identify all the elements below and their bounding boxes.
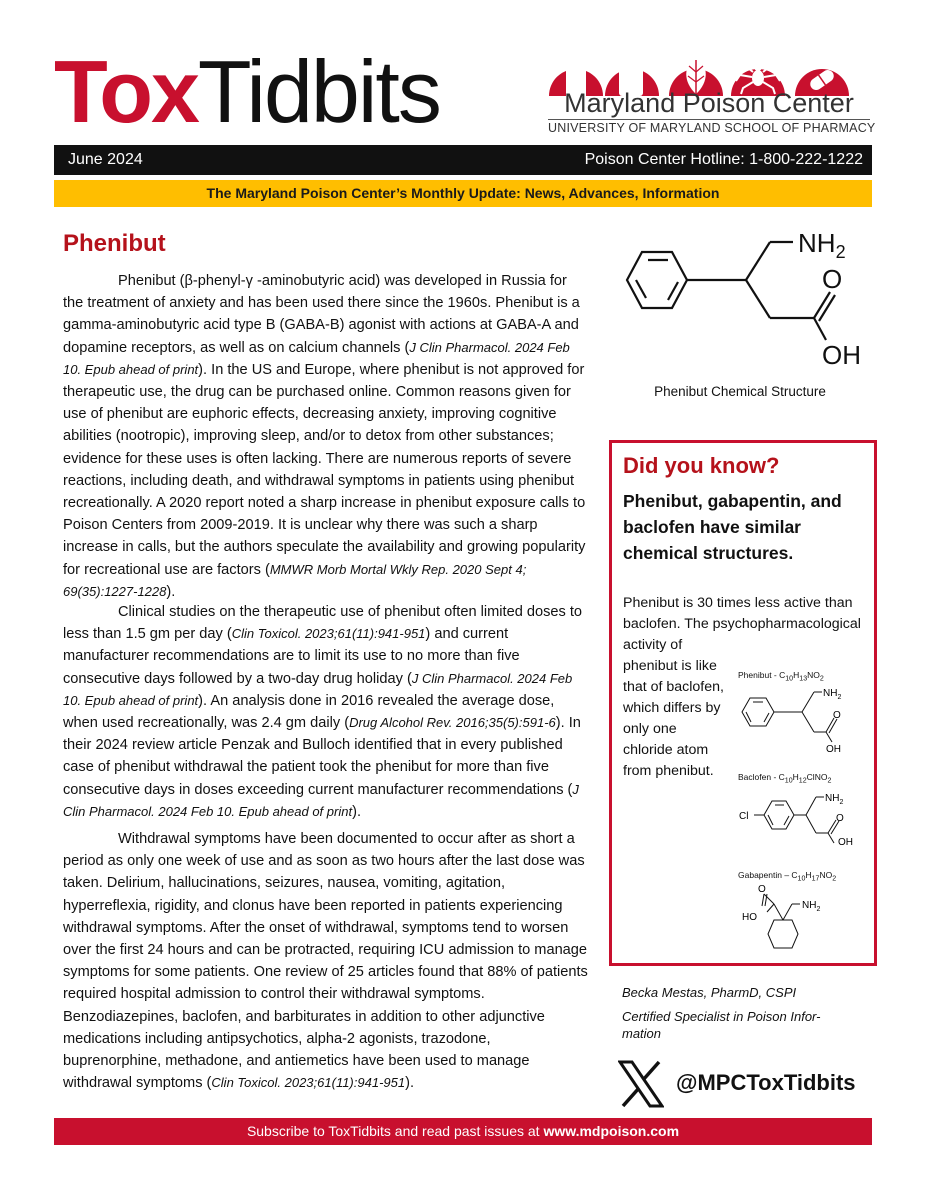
gabapentin-formula-label: Gabapentin – $C_{10}H_{17}NO_2$ bbox=[738, 870, 837, 883]
did-you-know-title: Did you know? bbox=[623, 453, 780, 478]
citation: MMWR Morb Mortal Wkly Rep. 2020 Sept 4; 69(35):1227-1228 bbox=[63, 561, 527, 599]
gabapentin-mini-structure bbox=[734, 880, 869, 955]
x-logo-icon[interactable] bbox=[618, 1060, 664, 1108]
svg-text:Cl: Cl bbox=[739, 811, 749, 822]
svg-text:OH: OH bbox=[838, 837, 853, 848]
citation: J Clin Pharmacol. 2024 Feb 10. Epub ahead of print bbox=[63, 339, 570, 377]
article-paragraph-2: Clinical studies on the therapeutic use of phenibut often limited doses to less than 1.5 gm per day (Clin Toxicol. 2023;61(11):941-951) and current manufacturer recommendations are to limit its use to no more than five consecutive days followed by a two-day drug holiday (J Clin Pharmacol. 2024 Feb 10. Epub ahead of print). An analysis done in 2016 revealed the average dose, when used recreationally, was 2.4 gm daily (Drug Alcohol Rev. 2016;35(5):591-6). In their 2024 review article Penzak and Bulloch identified that in every published case of phenibut withdrawal the patient took the phenibut for more than five consecutive days in doses exceeding current manufacturer recommendations (J Clin Pharmacol. 2024 Feb 10. Epub ahead of print). bbox=[63, 604, 583, 820]
did-you-know-subtitle: Phenibut, gabapentin, and baclofen have similar chemical structures. bbox=[623, 491, 842, 563]
citation: Clin Toxicol. 2023;61(11):941-951 bbox=[231, 626, 426, 642]
phenibut-formula-label: Phenibut - $C_{10}H_{13}NO_2$ bbox=[738, 670, 824, 683]
logo-tox: Tox bbox=[54, 42, 198, 141]
article-title: Phenibut bbox=[63, 230, 166, 257]
author-name: Becka Mestas, PharmD, CSPI bbox=[622, 985, 797, 1000]
article-paragraph-3: Withdrawal symptoms have been documented to occur after as short a period as only one week of use and as soon as two hours after the last dose was taken. Delirium, hallucinations, seizures, nausea, vomiting, agitation, hyperreflexia, rigidity, and clonus have been reported in patients experiencing withdrawal symptoms. After the onset of withdrawal, symptoms tend to worsen over the first 24 hours and can be protracted, requiring ICU admission to manage symptoms for some patients. One review of 25 articles found that 88% of patients required hospital admission to control their withdrawal symptoms. Benzodiazepines, baclofen, and barbiturates in addition to other adjunctive medications including antipsychotics, alpha-2 agonists, trazodone, buprenorphine, methadone, and antiemetics have been used to manage withdrawal symptoms (Clin Toxicol. 2023;61(11):941-951). bbox=[63, 831, 588, 1092]
citation: J Clin Pharmacol. 2024 Feb 10. Epub ahead of print bbox=[63, 670, 573, 708]
did-you-know-text-1: Phenibut is 30 times less active than baclofen. The psychopharmacological activity of bbox=[623, 595, 861, 653]
citation: J Clin Pharmacol. 2024 Feb 10. Epub ahead of print bbox=[63, 781, 579, 819]
structure-oh-label: OH bbox=[822, 340, 861, 370]
svg-text:NH2: $NH_2$ bbox=[825, 793, 844, 806]
baclofen-formula-label: Baclofen - $C_{10}H_{12}ClNO_2$ bbox=[738, 772, 832, 785]
org-name: Maryland Poison Center bbox=[564, 88, 854, 118]
svg-text:NH2: $NH_2$ bbox=[802, 900, 821, 913]
issue-date: June 2024 bbox=[68, 151, 143, 168]
svg-text:O: O bbox=[758, 884, 766, 895]
svg-text:O: O bbox=[836, 813, 844, 824]
phenibut-structure-figure bbox=[608, 222, 868, 372]
svg-text:NH2: $NH_2$ bbox=[823, 688, 842, 701]
footer-text: Subscribe to ToxTidbits and read past issues at bbox=[246, 1123, 544, 1139]
svg-text:O: O bbox=[833, 710, 841, 721]
svg-text:OH: OH bbox=[826, 744, 841, 755]
footer-banner bbox=[54, 1118, 872, 1145]
baclofen-mini-structure bbox=[734, 783, 869, 863]
org-school: UNIVERSITY OF MARYLAND SCHOOL OF PHARMACY bbox=[548, 121, 876, 135]
citation: Clin Toxicol. 2023;61(11):941-951 bbox=[211, 1075, 406, 1091]
website-link[interactable]: www.mdpoison.com bbox=[543, 1123, 680, 1139]
header-bar bbox=[54, 145, 872, 175]
did-you-know-text-2: phenibut is like that of baclofen, which differs by only one chloride atom from phenibut. bbox=[623, 658, 724, 779]
hotline-number: Poison Center Hotline: 1-800-222-1222 bbox=[584, 151, 863, 168]
toxtidbits-logo bbox=[54, 42, 440, 141]
author-title: Certified Specialist in Poison Infor- mation bbox=[622, 1009, 821, 1041]
citation: Drug Alcohol Rev. 2016;35(5):591-6 bbox=[349, 715, 556, 731]
svg-text:HO: HO bbox=[742, 912, 757, 923]
structure-nh2-label: $NH_2$ bbox=[798, 228, 846, 262]
org-divider bbox=[548, 119, 870, 120]
structure-caption: Phenibut Chemical Structure bbox=[654, 384, 826, 399]
logo-tidbits: Tidbits bbox=[197, 42, 440, 141]
structure-o-label: O bbox=[822, 264, 843, 294]
article-paragraph-1: Phenibut (β-phenyl-γ -aminobutyric acid) was developed in Russia for the treatment of anxiety and has been used there since the 1960s. Phenibut is a gamma-aminobutyric acid type B (GABA-B) agonist with actions at GABA-A and dopamine receptors, as well as on calcium channels (J Clin Pharmacol. 2024 Feb 10. Epub ahead of print). In the US and Europe, where phenibut is not approved for therapeutic use, the drug can be purchased online. Common reasons given for use of phenibut are euphoric effects, decreasing anxiety, improving cognitive abilities (nootropic), improving sleep, and/or to detox from other substances; evidence for these uses is often lacking. There are numerous reports of severe reactions, including death, and withdrawal symptoms in patients using phenibut recreationally. A 2020 report noted a sharp increase in phenibut exposure calls to Poison Centers from 2009-2019. It is unclear why there was such a sharp increase in calls, but the authors speculate the availability and growing popularity for recreational use are factors (MMWR Morb Mortal Wkly Rep. 2020 Sept 4; 69(35):1227-1228). bbox=[63, 273, 586, 600]
tagline-banner: The Maryland Poison Center’s Monthly Update: News, Advances, Information bbox=[54, 180, 872, 207]
social-handle[interactable]: @MPCToxTidbits bbox=[676, 1070, 856, 1095]
phenibut-mini-structure bbox=[734, 680, 869, 760]
